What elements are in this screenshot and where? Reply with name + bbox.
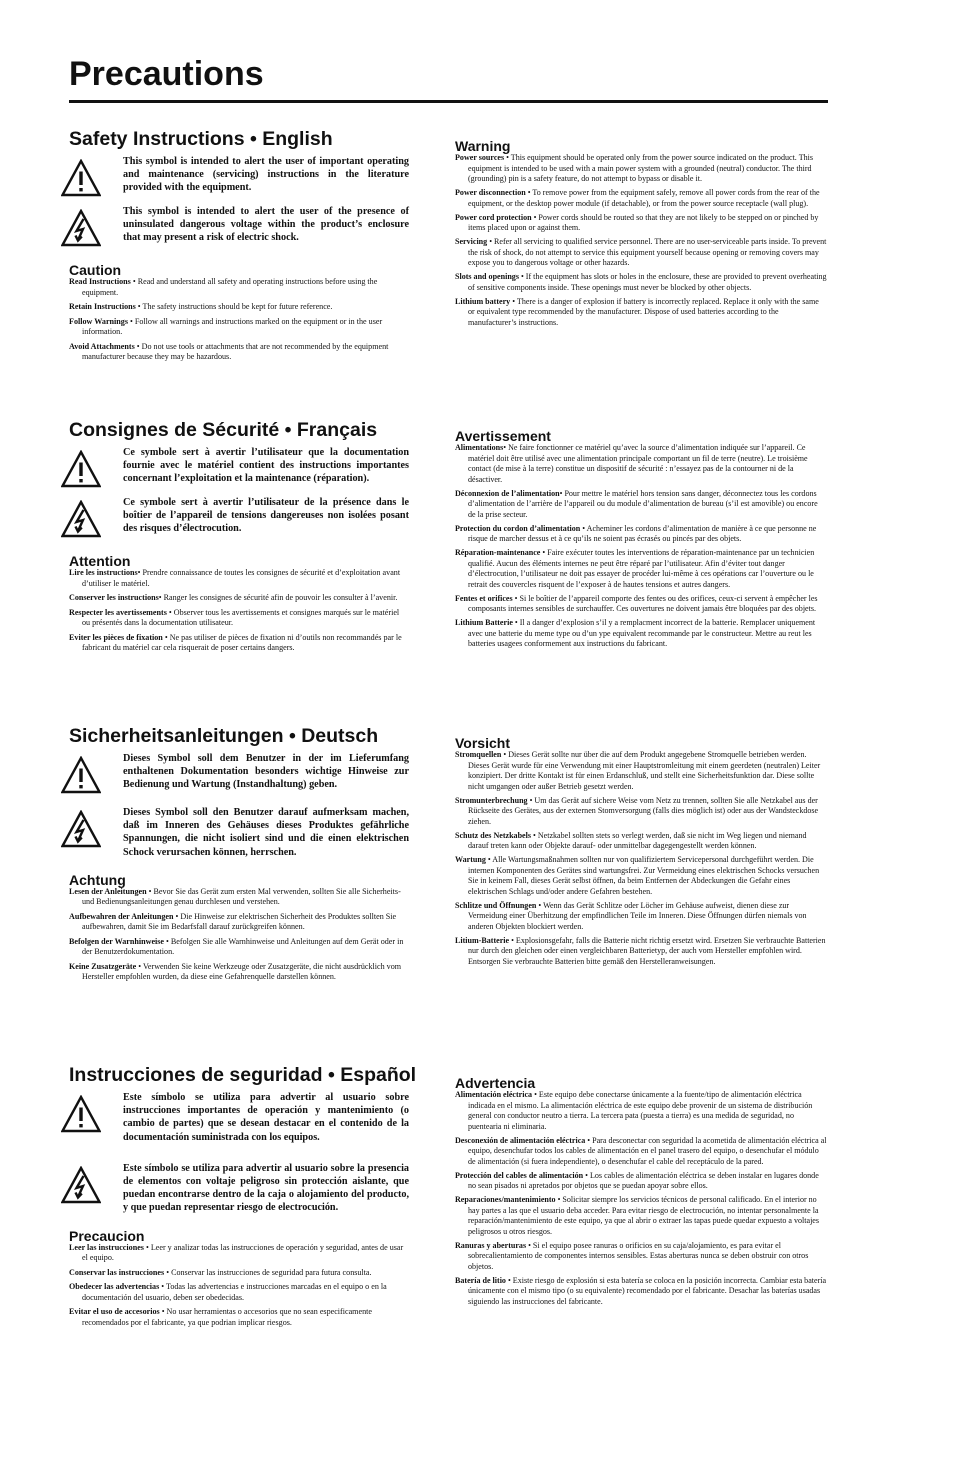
item-term: Obedecer las advertencias (69, 1282, 160, 1292)
lightning-triangle-icon (61, 500, 101, 538)
item-term: Power sources (455, 153, 505, 162)
item-text: • The safety instructions should be kept for future reference. (135, 302, 333, 311)
symbol-row-voltage (69, 496, 409, 538)
item-term: Power cord protection (455, 212, 532, 222)
item-text: • Los cables de alimentación eléctrica se deben instalar en lugares donde no sean pisados ni apretados por objetos que se puedan apoyar sobre ellos. (468, 1170, 819, 1190)
list-item (455, 443, 827, 485)
list-item (69, 633, 409, 654)
item-term: Aufbewahren der Anleitungen (69, 911, 174, 921)
item-text: • Power cords should be routed so that they are not likely to be stepped on or pinched by items placed upon or against them. (468, 212, 819, 232)
section-french (69, 418, 409, 658)
item-text: • Este equipo debe conectarse únicamente a la fuente/tipo de alimentación eléctrica indicada en el mismo. La alimentación eléctrica de este equipo debe provenir de un sistema de distribución general con conductor neutro a tierra. La tercera pata (puesta a tierra) es una medida de seguridad, no puentearia ni eliminaria. (468, 1090, 813, 1131)
item-term: Befolgen der Warnhinweise (69, 936, 165, 946)
item-text: • Todas las advertencias e instrucciones marcadas en el equipo o en la documentación del usuario, deben ser obedecidas. (82, 1282, 387, 1302)
item-text: • Verwenden Sie keine Werkzeuge oder Zusatzgeräte, die nicht ausdrücklich vom Hersteller empfohlen wurden, da diese eine Gefahrenquelle darstellen können. (82, 961, 402, 982)
item-text: • Il a danger d’explosion s’il y a remplacment incorrect de la batterie. Remplacer uniquement avec une batterie du meme type ou d’un ype equivalent recommande par le constructeur. Mettre au reut les batteries usagees conformement aux instructions du fabricant. (468, 618, 816, 648)
list-item (455, 297, 827, 329)
item-term: Alimentations (455, 443, 504, 452)
list-item (69, 1268, 409, 1279)
item-text: • Befolgen Sie alle Warnhinweise und Anleitungen auf dem Gerät oder in der Benutzerdokumentation. (82, 936, 404, 957)
list-item (69, 568, 409, 589)
list-item (455, 213, 827, 234)
list-item (69, 1307, 409, 1328)
item-term: Read Instructions (69, 277, 131, 286)
list-item (455, 618, 827, 650)
section-english (69, 127, 409, 367)
section-title: Sicherheitsanleitungen • Deutsch (69, 725, 379, 747)
section-spanish (69, 1063, 417, 1332)
warning-title: Vorsicht (455, 735, 510, 751)
list-item (455, 153, 827, 185)
lightning-triangle-icon (61, 1166, 101, 1204)
list-item (455, 1195, 827, 1237)
list-item (69, 937, 409, 958)
item-text: • Um das Gerät auf sichere Weise vom Netz zu trennen, sollten Sie alle Netzkabel aus der Rückseite des Gerätes, aus der externen Stomversorgung (falls dies möglich ist) oder aus der Wandsteckdose ziehen. (468, 795, 819, 826)
section-german (69, 724, 409, 987)
caution-title: Caution (69, 262, 122, 278)
item-text: • There is a danger of explosion if battery is incorrectly replaced. Replace it only with the same or equivalent type recommended by the manufacturer. Dispose of used batteries according to the manufacturer’s instructions. (468, 296, 819, 327)
list-item (69, 342, 409, 363)
item-term: Lithium Batterie (455, 618, 513, 627)
item-term: Alimentación eléctrica (455, 1090, 533, 1099)
list-item (69, 317, 409, 338)
item-text: • Existe riesgo de explosión si esta batería se coloca en la posición incorrecta. Cambiar esta batería únicamente con el mismo tipo (o su equivalente) recomendado por el fabricante. Desachar las baterías usadas siguiendo las instrucciones del fabricante. (468, 1275, 827, 1306)
item-term: Stromunterbrechung (455, 795, 528, 805)
title-rule (69, 100, 828, 103)
symbol-warning-text: Ce symbole sert à avertir l’utilisateur que la documentation fournie avec le matériel contient des instructions importantes concernant l’exploitation et la maintenance (réparation). (123, 447, 409, 485)
item-term: Desconexión de alimentación eléctrica (455, 1135, 586, 1145)
item-term: Retain Instructions (69, 302, 136, 311)
symbol-voltage-text: Ce symbole sert à avertir l’utilisateur de la présence dans le boîtier de l’appareil de tensions dangereuses non isolées posant des risques d’électrocution. (123, 497, 409, 535)
item-text: • Leer y analizar todas las instrucciones de operación y seguridad, antes de usar el equipo. (82, 1242, 404, 1263)
caution-list (69, 887, 409, 983)
warning-triangle-icon (61, 450, 101, 488)
item-text: • Faire exécuter toutes les interventions de réparation-maintenance par un technicien qualifié. Aucun des éléments internes ne peut être réparé par l’utilisateur. Afin d’éviter tout danger d’électrocution, l’utilisateur ne doit pas essayer de procéder lui-même à ces opérations car l’ouverture ou le retrait des couvercles risquent de l’exposer à de hautes tensions et autres dangers. (468, 548, 815, 589)
item-text: • Do not use tools or attachments that are not recommended by the equipment manufacturer because they may be hazardous. (82, 341, 389, 361)
lightning-triangle-icon (61, 209, 101, 247)
item-term: Keine Zusatzgeräte (69, 961, 137, 971)
warning-block-spanish (455, 1076, 827, 1311)
item-text: • Refer all servicing to qualified service personnel. There are no user-serviceable parts inside. To prevent the risk of shock, do not attempt to service this equipment yourself because opening or removing covers may expose you to dangerous voltage or other hazards. (468, 237, 827, 267)
list-item (455, 594, 827, 615)
warning-title: Avertissement (455, 428, 551, 444)
item-term: Stromquellen (455, 750, 502, 759)
lightning-triangle-icon (61, 810, 101, 848)
item-term: Eviter les pièces de fixation (69, 632, 163, 642)
item-term: Ranuras y aberturas (455, 1240, 527, 1250)
symbol-row-voltage (69, 205, 409, 247)
warning-triangle-icon (61, 159, 101, 197)
warning-triangle-icon (61, 756, 101, 794)
section-title: Safety Instructions • English (69, 128, 333, 150)
item-term: Respecter les avertissements (69, 607, 167, 617)
item-text: • Read and understand all safety and operating instructions before using the equipment. (82, 277, 378, 297)
item-term: Déconnexion de l’alimentation (455, 488, 560, 498)
warning-list (455, 153, 827, 328)
symbol-voltage-text: This symbol is intended to alert the user of the presence of uninsulated dangerous voltage within the product’s enclosure that may present a risk of electric shock. (123, 206, 409, 244)
item-term: Reparaciones/mantenimiento (455, 1195, 556, 1204)
list-item (69, 1243, 409, 1264)
symbol-voltage-text: Este símbolo se utiliza para advertir al usuario sobre la presencia de elementos con voltaje peligroso sin protección aislante, que puedan encontrarse dentro de la caja o alojamiento del producto, y que puedan representar riesgo de electrocución. (123, 1162, 409, 1214)
warning-list (455, 443, 827, 650)
list-item (455, 831, 827, 852)
lightning-triangle-icon (61, 209, 101, 247)
item-text: • Dieses Gerät sollte nur über die auf dem Produkt angegebene Stromquelle betrieben werden. Dieses Gerät wurde für eine Verwendung mit einer Hauptstromleitung mit einem geerdeten (neutralen) Leiter konzipiert. Der dritte Kontakt ist für einen Erdanschluß, und stellt eine Sicherheitsfunktion dar. Diese sollte nicht umgangen oder außer Betrieb gesetzt werden. (468, 750, 821, 791)
item-text: • Si le boîtier de l’appareil comporte des fentes ou des orifices, ceux-ci servent à empêcher les composants internes sensibles de surchauffer. Ces ouvertures ne doivent jamais être bloquées par des objets. (468, 593, 818, 613)
item-text: • Alle Wartungsmaßnahmen sollten nur von qualifiziertem Servicepersonal durchgeführt werden. Die internen Komponenten des Gerätes sind wartungsfrei. Zur Vermeidung eines elektrischen Schocks versuchen Sie in keinem Fall, dieses Gerät selbst öffnen, da beim Entfernen der Abdeckungen die Gefahr eines elektrischen Schlags und/oder andere Gefahren bestehen. (468, 855, 820, 896)
caution-title: Attention (69, 553, 131, 569)
item-text: • Netzkabel sollten stets so verlegt werden, daß sie nicht im Weg liegen und niemand darauf treten kann oder Objekte darauf- oder unmittelbar dagegengestellt werden können. (468, 830, 807, 850)
list-item (455, 750, 827, 792)
item-text: • Follow all warnings and instructions marked on the equipment or in the user information. (82, 316, 383, 336)
item-term: Avoid Attachments (69, 341, 135, 351)
lightning-triangle-icon (61, 500, 101, 538)
symbol-warning-text: Dieses Symbol soll dem Benutzer in der im Lieferumfang enthaltenen Dokumentation besonders wichtige Hinweise zur Bedienung und Wartung (Instandhaltung) geben. (123, 753, 409, 791)
list-item (69, 887, 409, 908)
symbol-row-voltage (69, 1162, 409, 1215)
list-item (455, 901, 827, 933)
item-term: Slots and openings (455, 272, 519, 281)
list-item (69, 608, 409, 629)
warning-list (455, 750, 827, 967)
list-item (455, 489, 827, 521)
item-term: Wartung (455, 855, 486, 864)
item-text: • Prendre connaissance de toutes les consignes de sécurité et d’exploitation avant d’utiliser le matériel. (82, 568, 401, 588)
caution-list (69, 568, 409, 654)
item-term: Conservar las instrucciones (69, 1267, 165, 1277)
item-term: Conserver les instructions (69, 593, 159, 602)
symbol-warning-text: Este símbolo se utiliza para advertir al usuario sobre instrucciones importantes de operación y mantenimiento (o cambio de partes) que se desean destacar en el contenido de la documentación suministrada con los equipos. (123, 1092, 409, 1143)
item-term: Power disconnection (455, 188, 526, 197)
caution-list (69, 277, 409, 363)
list-item (455, 1241, 827, 1273)
list-item (455, 548, 827, 590)
item-term: Schlitze und Öffnungen (455, 900, 537, 910)
list-item (455, 1171, 827, 1192)
list-item (455, 272, 827, 293)
list-item (69, 593, 409, 604)
item-text: • Bevor Sie das Gerät zum ersten Mal verwenden, sollten Sie alle Sicherheits-und Bedienungsanleitungen genau durchlesen und verstehen. (82, 886, 401, 907)
item-text: • Si el equipo posee ranuras o orificios en su caja/alojamiento, es para evitar el sobrecalientamiento de componentes internos sensibles. Estas aberturas nunca se deben obstruir con otros objetos. (468, 1240, 809, 1271)
item-text: • Solicitar siempre los servicios técnicos de personal calificado. En el interior no hay partes a las que el usuario deba acceder. Para evitar riesgo de electrocución, no intentar personalmente la reparación/mantenimiento de este equipo, ya que al abrir o extraer las tapas puede quedar expuesto a voltajes peligrosos u otros riesgos. (468, 1195, 820, 1236)
symbol-warning-text: This symbol is intended to alert the user of important operating and maintenance (servicing) instructions in the literature provided with the equipment. (123, 156, 409, 194)
symbol-row-voltage (69, 806, 409, 859)
item-text: • To remove power from the equipment safely, remove all power cords from the rear of the equipment, or the desktop power module (if detachable), or from the power source receptacle (wall plug). (468, 188, 820, 208)
warning-triangle-icon (61, 159, 101, 197)
warning-block-german (455, 736, 827, 971)
item-text: • Die Hinweise zur elektrischen Sicherheit des Produktes sollten Sie aufbewahren, damit Sie im Bedarfsfall darauf zurückgreifen können. (82, 911, 397, 932)
item-term: Follow Warnings (69, 316, 128, 326)
symbol-row-warning (69, 1091, 409, 1144)
item-term: Protection du cordon d’alimentation (455, 523, 581, 533)
item-term: Servicing (455, 237, 488, 246)
symbol-voltage-text: Dieses Symbol soll den Benutzer darauf aufmerksam machen, daß im Inneren des Gehäuses dieses Produktes gefährliche Spannungen, die nicht isoliert sind und die einen elektrischen Schock verursachen können, herrschen. (123, 807, 409, 858)
list-item (69, 912, 409, 933)
symbol-row-warning (69, 446, 409, 488)
lightning-triangle-icon (61, 810, 101, 848)
list-item (69, 302, 409, 313)
item-term: Leer las instrucciones (69, 1242, 144, 1252)
item-text: • Para desconectar con seguridad la acometida de alimentación eléctrica al equipo, desenchufar todos los cables de alimentación en el panel trasero del equipo, o desenchufar el módulo de alimentación (si fuera independiente), o desenchufar el cable del receptáculo de la pared. (468, 1135, 827, 1166)
item-term: Protección del cables de alimentación (455, 1170, 584, 1180)
list-item (455, 188, 827, 209)
item-text: • Pour mettre le matériel hors tension sans danger, déconnectez tous les cordons d’alimentation de l’arrière de l’appareil ou du module d’alimentation de bureau (s’il est amovible) ou encore de la prise secteur. (468, 488, 818, 519)
symbol-row-warning (69, 155, 409, 197)
item-text: • Observer tous les avertissements et consignes marqués sur le matériel ou présentés dans la documentation utilisateur. (82, 607, 400, 627)
item-text: • Ranger les consignes de sécurité afin de pouvoir les consulter à l’avenir. (158, 593, 398, 602)
item-term: Litium-Batterie (455, 935, 510, 945)
warning-block-english (455, 139, 827, 332)
item-term: Batería de litio (455, 1275, 506, 1285)
list-item (455, 237, 827, 269)
item-text: • Conservar las instrucciones de seguridad para futura consulta. (164, 1267, 372, 1277)
warning-title: Warning (455, 138, 511, 154)
list-item (455, 1090, 827, 1132)
section-title: Consignes de Sécurité • Français (69, 419, 378, 441)
item-text: • If the equipment has slots or holes in the enclosure, these are provided to prevent overheating of sensitive components inside. These openings must never be blocked by other objects. (468, 272, 827, 292)
page-title: Precautions (69, 55, 264, 93)
lightning-triangle-icon (61, 1166, 101, 1204)
list-item (455, 1276, 827, 1308)
warning-triangle-icon (61, 756, 101, 794)
item-term: Fentes et orifices (455, 593, 513, 603)
item-text: • Acheminer les cordons d’alimentation de manière à ce que personne ne risque de marcher dessus et à ce qu’ils ne soient pas écrasés ou pincés par des objets. (468, 523, 817, 543)
item-text: • This equipment should be operated only from the power source indicated on the product. This equipment is intended to be used with a main power system with a grounded (neutral) conductor. The third (grounding) pin is a safety feature, do not attempt to bypass or disable it. (468, 153, 813, 183)
item-text: • Ne faire fonctionner ce matériel qu’avec la source d’alimentation indiquée sur l’appareil. Ce matériel doit être utilisé avec une alimentation principale comportant un fil de terre (neutre). Le troisième contact (de mise à la terre) constitue un dispositif de sécurité : n’essayez pas de la contourner ni de la désactiver. (468, 443, 808, 484)
item-term: Lesen der Anleitungen (69, 886, 147, 896)
caution-list (69, 1243, 409, 1329)
item-term: Schutz des Netzkabels (455, 830, 531, 840)
warning-triangle-icon (61, 1095, 101, 1133)
item-term: Lire les instructions (69, 568, 138, 577)
item-term: Réparation-maintenance (455, 548, 541, 557)
list-item (455, 855, 827, 897)
item-text: • Explosionsgefahr, falls die Batterie nicht richtig ersetzt wird. Ersetzen Sie verbrauchte Batterien nur durch den gleichen oder einen vergleichbaren Batterietyp, der auch vom Hersteller empfohlen wird. Entsorgen Sie verbrauchte Batterien bitte gemäß den Herstelleranweisungen. (468, 935, 826, 966)
list-item (69, 1282, 409, 1303)
caution-title: Precaucion (69, 1227, 145, 1244)
item-term: Evitar el uso de accesorios (69, 1307, 160, 1317)
list-item (455, 936, 827, 968)
item-text: • Wenn das Gerät Schlitze oder Löcher im Gehäuse aufweist, dienen diese zur Vermeidung einer Überhitzung der empfindlichen Teile im Inneren. Diese Öffnungen dürfen niemals von anderen Objekten blockiert werden. (468, 900, 807, 931)
list-item (69, 277, 409, 298)
symbol-row-warning (69, 752, 409, 794)
item-term: Lithium battery (455, 296, 511, 306)
list-item (455, 1136, 827, 1168)
section-title: Instrucciones de seguridad • Español (69, 1064, 417, 1086)
warning-triangle-icon (61, 450, 101, 488)
list-item (69, 962, 409, 983)
caution-title: Achtung (69, 871, 126, 888)
list-item (455, 796, 827, 828)
warning-block-french (455, 429, 827, 653)
item-text: • No usar herramientas o accesorios que no sean especificamente recomendados por el fabricante, ya que podrian implicar riesgos. (82, 1307, 372, 1327)
warning-title: Advertencia (455, 1075, 536, 1091)
warning-list (455, 1090, 827, 1307)
item-text: • Ne pas utiliser de pièces de fixation ni d’outils non recommandés par le fabricant du matériel car cela risquerait de poser certains dangers. (82, 632, 402, 652)
list-item (455, 524, 827, 545)
warning-triangle-icon (61, 1095, 101, 1133)
